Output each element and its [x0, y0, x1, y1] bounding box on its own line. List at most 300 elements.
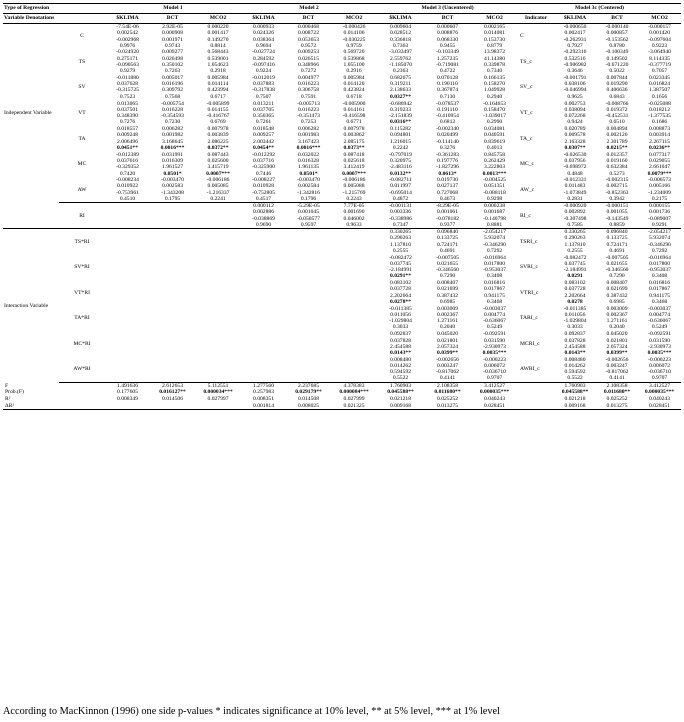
cell-line: 0.6769 [210, 119, 226, 126]
coef-cell [377, 126, 424, 152]
cell-line: -0.329352 [116, 164, 139, 171]
cell-line: -5.29E-05 [297, 203, 320, 210]
indicator-header: Indicator [518, 14, 554, 24]
cell-line: 0.001420 [649, 30, 671, 37]
cell-line: 0.941175 [649, 292, 670, 299]
cell-line: 0.0316** [390, 119, 411, 126]
cell-line: 0.9690 [255, 221, 272, 228]
coef-cell [241, 75, 286, 101]
stat-value: 1.277560 [253, 382, 274, 389]
col-header: MCO2 [638, 14, 681, 24]
coef-cell [554, 254, 596, 280]
cell-line: 0.051351 [484, 183, 505, 190]
coef-cell [377, 100, 424, 126]
cell-line: 0.032022 [298, 151, 319, 158]
coef-cell [471, 75, 518, 101]
cell-line: 0.153730 [484, 36, 505, 43]
cell-line: 0.096840 [606, 229, 628, 236]
coef-cell [241, 203, 286, 229]
stat-spacer [518, 403, 554, 410]
cell-line: 0.087443 [207, 151, 229, 158]
cell-line: -0.003037 [483, 305, 506, 312]
col-header: MCO2 [331, 14, 377, 24]
cell-line: 0.5249 [651, 324, 668, 331]
coef-cell [638, 331, 681, 357]
cell-line: -1.029804 [563, 318, 587, 325]
stat-value [195, 403, 241, 410]
stat-value: 4.378383 [343, 382, 365, 389]
indicator-name: TSRI_c [520, 238, 538, 245]
cell-line [242, 324, 285, 330]
cell-line: -0.002656 [436, 356, 459, 363]
cell-line: -0.006186 [206, 177, 230, 184]
col-header: BCT [150, 14, 195, 24]
cell-line: 0.0236** [649, 144, 671, 151]
cell-line: 0.5522 [392, 375, 409, 382]
variable-name: VT*RI [74, 289, 90, 296]
coef-cell [241, 100, 286, 126]
cell-line: -0.088118 [483, 189, 506, 196]
cell-line: 0.040591 [484, 132, 505, 139]
cell-line: 0.037745 [390, 260, 411, 267]
cell-line: 0.4691 [439, 247, 456, 254]
cell-line: 0.001736 [649, 209, 671, 216]
cell-line: -0.797019 [389, 151, 412, 158]
coef-cell [424, 177, 471, 203]
coef-cell [241, 151, 286, 177]
coef-cell [286, 280, 331, 306]
coef-cell [638, 177, 681, 203]
coef-cell [596, 126, 638, 152]
coef-cell [241, 357, 286, 383]
cell-line: 0.011056 [390, 311, 411, 318]
indicator-name: MCRI_c [520, 340, 540, 347]
coef-cell [424, 203, 471, 229]
coef-cell [195, 203, 241, 229]
cell-line: 0.539001 [207, 55, 229, 62]
cell-line: -0.008227 [252, 177, 275, 184]
cell-line: -0.012019 [252, 74, 275, 81]
cell-line: 0.9694 [255, 42, 272, 49]
cell-line: 0.019372 [606, 106, 628, 113]
cell-line: -0.082711 [389, 177, 412, 184]
cell-line: 0.005017 [162, 74, 183, 81]
cell-line: 0.016196 [162, 81, 183, 88]
cell-line: 0.350365 [253, 113, 274, 120]
coef-cell [471, 100, 518, 126]
cell-line: -2.184991 [563, 267, 587, 274]
cell-line: 0.7347 [392, 221, 409, 228]
cell-line: 0.002165 [484, 24, 505, 31]
cell-line: 0.006072 [484, 362, 505, 369]
cell-line: 0.0143** [390, 350, 411, 357]
cell-line: -0.100349 [605, 49, 629, 56]
cell-line [106, 273, 149, 279]
section-label-interaction: Interaction Variable [4, 302, 49, 309]
stat-label: F [5, 382, 9, 389]
cell-line [196, 375, 240, 381]
cell-line: 0.020789 [564, 126, 586, 133]
cell-line: 0.0291 [567, 273, 583, 280]
cell-line: 0.7057 [651, 68, 668, 75]
col-header: $KLIMA [554, 14, 596, 24]
variable-row [3, 177, 681, 203]
cell-line: 0.4141 [609, 375, 625, 382]
cell-line: -0.078182 [436, 215, 459, 222]
stat-value: 0.028451 [638, 403, 681, 410]
coef-cell [241, 254, 286, 280]
cell-line: 0.406636 [606, 87, 628, 94]
coef-cell [638, 24, 681, 50]
cell-line: 0.2040 [439, 324, 456, 331]
cell-line: -0.030225 [342, 36, 366, 43]
stat-label: R² [5, 396, 11, 402]
cell-line: 0.320975 [390, 158, 411, 165]
cell-line: 0.014262 [564, 362, 586, 369]
cell-line: 0.2918 [210, 68, 226, 75]
coef-cell [596, 229, 638, 255]
cell-line: 0.348390 [117, 113, 138, 120]
coef-cell [638, 305, 681, 331]
cell-line: 0.0007*** [206, 170, 230, 177]
stat-value: 0.011680** [434, 389, 461, 396]
cell-line: 0.3408 [651, 273, 668, 280]
coef-cell [286, 75, 331, 101]
coef-cell [150, 203, 195, 229]
col-header: BCT [596, 14, 638, 24]
cell-line [287, 299, 330, 305]
cell-line: -0.011880 [116, 74, 139, 81]
cell-line: 2.92E-05 [162, 24, 183, 31]
coef-cell [377, 229, 424, 255]
coef-cell [331, 331, 377, 357]
cell-line: -2.151839 [389, 113, 412, 120]
cell-line: 0.1656 [651, 93, 668, 100]
cell-line [106, 324, 149, 330]
cell-line: 0.6718 [346, 93, 362, 100]
cell-line: -0.016964 [648, 254, 671, 261]
cell-line: 0.077317 [649, 151, 671, 158]
cell-line: 0.9279 [119, 68, 136, 75]
cell-line: -1.185070 [389, 61, 412, 68]
cell-line: 0.7253 [300, 119, 317, 126]
cell-line: 0.0143** [564, 350, 586, 357]
cell-line: 0.011056 [564, 311, 586, 318]
cell-line: 0.003009 [437, 305, 458, 312]
cell-line: 0.5022 [609, 68, 625, 75]
indicator-name: TARI_c [520, 315, 538, 322]
cell-line: -0.038869 [252, 215, 275, 222]
cell-line: -1.073849 [563, 189, 587, 196]
cell-line: 0.094801 [390, 132, 411, 139]
cell-line: 0.016223 [298, 81, 319, 88]
cell-line: 0.019160 [606, 158, 628, 165]
cell-line: 0.000220 [207, 24, 229, 31]
cell-line: 0.9224 [255, 68, 272, 75]
coef-cell [596, 305, 638, 331]
cell-line: 0.000238 [484, 203, 505, 210]
cell-line: 0.9377 [439, 221, 456, 228]
coef-cell [195, 305, 241, 331]
coef-cell [150, 357, 195, 383]
cell-line: 0.133725 [437, 235, 458, 242]
cell-line: -0.452531 [605, 113, 629, 120]
cell-line: 0.008407 [606, 280, 628, 287]
cell-line: 0.532516 [564, 55, 586, 62]
stat-label: ΔR² [3, 403, 105, 410]
indicator-name: AWRI_c [518, 357, 554, 383]
cell-line: 0.004774 [484, 311, 505, 318]
stat-value: 0.021218 [390, 396, 411, 402]
cell-line [106, 222, 149, 228]
cell-line: -3.064940 [648, 49, 671, 56]
cell-line: 0.8780 [609, 42, 625, 49]
coef-cell [424, 357, 471, 383]
cell-line: 0.053653 [298, 36, 319, 43]
coef-cell [241, 126, 286, 152]
coef-cell [286, 177, 331, 203]
coef-cell [150, 305, 195, 331]
cell-line: -0.906982 [563, 61, 587, 68]
cell-line: -0.027724 [252, 49, 275, 56]
cell-line: 0.8881 [486, 221, 503, 228]
cell-line: 0.191110 [437, 106, 458, 113]
cell-line: -0.153562 [605, 36, 629, 43]
stat-value: 0.014508 [298, 396, 319, 402]
stat-value: 2.612653 [162, 382, 183, 389]
cell-line [196, 222, 240, 228]
cell-line: -0.082472 [389, 254, 412, 261]
cell-line: 0.023345 [649, 74, 671, 81]
cell-line: -0.346560 [436, 267, 459, 274]
cell-line: 0.6510 [609, 119, 625, 126]
cell-line: 0.002367 [437, 311, 458, 318]
cell-line: 5.932074 [649, 235, 671, 242]
cell-line: 0.029055 [649, 158, 671, 165]
cell-line: 2.301789 [606, 138, 628, 145]
coef-cell [424, 126, 471, 152]
cell-line: -0.012331 [563, 177, 587, 184]
stat-row [3, 396, 681, 403]
cell-line: 0.7568 [164, 93, 181, 100]
cell-line: 0.0278** [390, 298, 411, 305]
coef-cell [331, 254, 377, 280]
cell-line: 0.016228 [162, 106, 183, 113]
cell-line: 0.005088 [343, 183, 365, 190]
cell-line: 7.77E-05 [343, 203, 365, 210]
coef-cell [331, 229, 377, 255]
coef-cell [377, 49, 424, 75]
cell-line: 0.2916 [346, 68, 362, 75]
cell-line: -0.000223 [648, 356, 671, 363]
variable-name: TA*RI [74, 315, 90, 322]
cell-line: 2.003442 [253, 138, 274, 145]
coef-cell [424, 100, 471, 126]
cell-line: -0.410954 [436, 113, 459, 120]
cell-line: -0.024920 [116, 49, 139, 56]
coef-cell [554, 126, 596, 152]
stat-value: 1.760903 [390, 382, 411, 389]
cell-line: 0.020499 [437, 132, 458, 139]
cell-line: -0.006573 [648, 177, 671, 184]
stat-value: 0.028451 [471, 403, 518, 410]
cell-line: 0.045020 [437, 331, 458, 338]
coef-cell [331, 126, 377, 152]
cell-line [332, 350, 376, 356]
stat-value: 0.000034*** [203, 389, 233, 396]
cell-line: 0.016816 [649, 280, 671, 287]
cell-line: 0.092837 [390, 331, 411, 338]
cell-line: -2.184991 [389, 267, 412, 274]
coef-cell [424, 254, 471, 280]
cell-line: -1.234009 [648, 189, 671, 196]
stat-value: 2.108358 [606, 382, 628, 389]
cell-line: -0.686942 [389, 100, 412, 107]
model-2-header: Model 2 [241, 4, 377, 14]
coef-cell [331, 49, 377, 75]
cell-line: 0.7272 [300, 68, 317, 75]
cell-line: 0.8859 [609, 221, 625, 228]
cell-line: 0.005085 [207, 183, 229, 190]
cell-line: -0.953037 [648, 267, 671, 274]
cell-line: -0.008234 [116, 177, 139, 184]
cell-line: -1.343208 [161, 189, 184, 196]
cell-line: 2.559762 [390, 55, 411, 62]
coef-cell [105, 100, 150, 126]
cell-line: 0.3276 [439, 144, 456, 151]
section-label-independent: Independent Variable [4, 110, 52, 117]
cell-line: 0.9707 [486, 375, 503, 382]
coef-cell [471, 331, 518, 357]
cell-line: 0.4517 [255, 195, 272, 202]
coef-cell [424, 229, 471, 255]
cell-line: 1.387507 [649, 87, 671, 94]
coef-cell [377, 331, 424, 357]
cell-line: 3.415719 [207, 164, 229, 171]
cell-line: 0.839619 [484, 138, 505, 145]
cell-line: 0.037628 [117, 81, 138, 88]
variable-name: TS*RI [74, 238, 90, 245]
coef-cell [195, 24, 241, 50]
cell-line: 0.0215** [606, 144, 628, 151]
cell-line: 0.4141 [439, 375, 456, 382]
cell-line: -0.000650 [563, 24, 587, 31]
coef-cell [150, 151, 195, 177]
cell-line: 0.5273 [609, 170, 625, 177]
coef-cell [331, 177, 377, 203]
coef-cell [424, 75, 471, 101]
cell-line: 0.037501 [117, 106, 138, 113]
coef-cell [286, 24, 331, 50]
indicator-name: TS_c [520, 58, 532, 65]
cell-line: 0.003839 [207, 132, 229, 139]
variable-row [3, 49, 681, 75]
coef-cell [596, 280, 638, 306]
cell-line: -0.005713 [297, 100, 320, 107]
coef-cell [554, 100, 596, 126]
cell-line: 0.9759 [346, 42, 362, 49]
cell-line: 0.9707 [651, 375, 668, 382]
cell-line: 0.001687 [484, 209, 505, 216]
coef-cell [638, 229, 681, 255]
cell-line: 0.008480 [390, 356, 411, 363]
coef-cell [331, 305, 377, 331]
cell-line: -0.752805 [252, 189, 275, 196]
cell-line: 0.190110 [437, 81, 458, 88]
cell-line: 0.7585 [567, 221, 583, 228]
cell-line: 0.3033 [567, 324, 583, 331]
cell-line: 0.284592 [253, 55, 274, 62]
cell-line: 0.3408 [486, 273, 503, 280]
cell-line: 0.2242 [392, 144, 409, 151]
cell-line: 0.006282 [298, 126, 319, 133]
coef-cell [471, 280, 518, 306]
cell-line: 0.682675 [390, 74, 411, 81]
cell-line: 0.037956 [564, 158, 586, 165]
variable-name: SV [78, 84, 86, 91]
stat-value: 5.112551 [207, 382, 229, 389]
cell-line: 0.7340 [486, 68, 503, 75]
cell-line: -0.636067 [648, 318, 671, 325]
cell-line: 0.3468 [486, 298, 503, 305]
coef-cell [195, 75, 241, 101]
cell-line: 0.3033 [392, 324, 409, 331]
regression-type-label: Type of Regression [3, 4, 105, 14]
cell-line: 0.2243 [346, 195, 362, 202]
cell-line: 0.0399** [606, 350, 628, 357]
cell-line: -0.338986 [389, 215, 412, 222]
cell-line: 0.9743 [164, 42, 181, 49]
cell-line: 0.9625 [567, 93, 583, 100]
cell-line: 0.014262 [390, 362, 411, 369]
cell-line: 0.000933 [253, 24, 274, 31]
cell-line: -0.002315 [605, 177, 629, 184]
cell-line: -0.636067 [483, 318, 506, 325]
cell-line: -0.698972 [563, 164, 587, 171]
cell-line: 0.423994 [207, 87, 229, 94]
cell-line: 0.007978 [343, 126, 365, 133]
coef-cell [150, 280, 195, 306]
stat-value [105, 403, 150, 410]
cell-line: 0.7927 [567, 42, 583, 49]
cell-line: 0.016824 [649, 81, 671, 88]
cell-line: 0.001055 [606, 209, 628, 216]
cell-line: 0.002417 [564, 30, 586, 37]
stat-value: 0.021325 [331, 403, 377, 410]
cell-line: 1.055100 [343, 61, 365, 68]
cell-line: 0.3646 [567, 68, 583, 75]
cell-line [151, 273, 194, 279]
variable-name: VT [78, 109, 86, 116]
cell-line: 0.0132** [390, 170, 411, 177]
coef-cell [377, 203, 424, 229]
cell-line: 0.012357 [606, 151, 628, 158]
coef-cell [241, 24, 286, 50]
cell-line: -0.007505 [605, 254, 629, 261]
coef-cell [638, 151, 681, 177]
cell-line: 0.002892 [564, 209, 586, 216]
cell-line: 0.6812 [439, 119, 456, 126]
cell-line: 0.133725 [606, 235, 628, 242]
cell-line: 0.0035*** [482, 350, 507, 357]
cell-line: -1.216337 [206, 189, 230, 196]
cell-line: 0.6985 [439, 298, 456, 305]
coef-cell [638, 75, 681, 101]
coef-cell [286, 100, 331, 126]
cell-line: 0.002126 [606, 132, 628, 139]
variable-row [3, 24, 681, 50]
cell-line: 0.262429 [484, 158, 505, 165]
